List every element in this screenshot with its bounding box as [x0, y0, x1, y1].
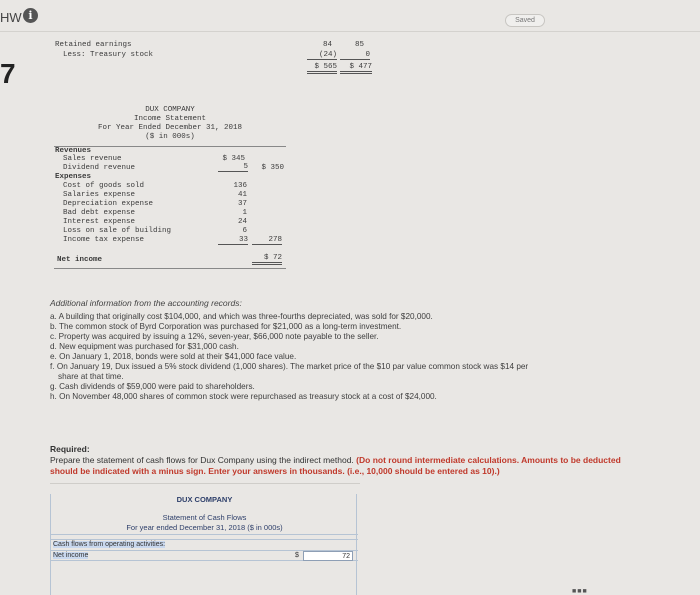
is-line-label: Cost of goods sold	[63, 182, 145, 190]
required-instructions	[50, 455, 650, 476]
additional-info-item: c. Property was acquired by issuing a 12%, seven-year, $66,000 note payable to the seller.	[50, 332, 379, 341]
is-company: DUX COMPANY	[145, 106, 195, 114]
balance-value-85: 0	[340, 51, 370, 60]
is-expenses-label: Expenses	[55, 173, 92, 181]
is-line-col1: 6	[242, 227, 247, 235]
additional-info-item: g. Cash dividends of $59,000 were paid to shareholders.	[50, 382, 255, 391]
is-net-income-label: Net income	[57, 256, 103, 264]
is-line-label: Income tax expense	[63, 236, 145, 244]
assignment-label: HW	[0, 10, 22, 25]
required-text-plain: Prepare the statement of cash flows for Dux Company using the indirect method.	[50, 455, 354, 465]
is-line-label: Sales revenue	[63, 155, 122, 163]
is-line-label: Loss on sale of building	[63, 227, 172, 235]
is-line-col1: 5	[218, 163, 248, 172]
balance-value-84: 84	[322, 41, 332, 49]
cf-title: Statement of Cash Flows	[162, 513, 247, 522]
is-line-col1: 37	[237, 200, 247, 208]
scroll-indicator: ■■■	[572, 588, 588, 595]
required-text-bold: (Do not round intermediate calculations. Amounts to be deducted should be indicated with a minus sign. Enter your answers in thousands. (i.e., 10,000 should be entered as 10).)	[50, 455, 621, 476]
balance-total-84: $ 565	[307, 63, 337, 74]
cf-net-income-input[interactable]	[303, 551, 353, 561]
is-line-col1: 1	[242, 209, 247, 217]
additional-info-item: f. On January 19, Dux issued a 5% stock dividend (1,000 shares). The market price of the $10 par value common stock was $14 per	[50, 362, 529, 371]
additional-info-item: d. New equipment was purchased for $31,000 cash.	[50, 342, 239, 351]
cf-period: For year ended December 31, 2018 ($ in 000s)	[51, 523, 358, 535]
additional-info-item: share at that time.	[58, 372, 124, 381]
is-net-income-value: $ 72	[252, 254, 282, 265]
is-line-label: Depreciation expense	[63, 200, 154, 208]
additional-info-title: Additional information from the accounting records:	[50, 298, 242, 308]
saved-status-badge: Saved	[505, 14, 545, 27]
is-line-col1: 24	[237, 218, 247, 226]
cf-net-income-label[interactable]: Net income	[53, 552, 89, 559]
is-title: Income Statement	[133, 115, 206, 123]
is-line-label: Bad debt expense	[63, 209, 136, 217]
balance-row-label: Less: Treasury stock	[63, 51, 154, 59]
balance-total-85: $ 477	[340, 63, 372, 74]
is-line-col2: $ 350	[261, 164, 284, 172]
info-icon[interactable]: i	[23, 8, 38, 23]
top-bar	[0, 0, 700, 32]
is-revenues-label: Revenues	[55, 147, 92, 155]
question-number: 7	[0, 58, 16, 89]
is-units: ($ in 000s)	[145, 133, 195, 141]
divider	[50, 483, 360, 484]
additional-info-item: a. A building that originally cost $104,000, and which was three-fourths depreciated, was sold for $20,000.	[50, 312, 433, 321]
cf-company: DUX COMPANY	[176, 495, 233, 504]
is-line-col2: 278	[252, 236, 282, 245]
is-line-col1: 41	[237, 191, 247, 199]
additional-info-item: b. The common stock of Byrd Corporation was purchased for $21,000 as a long-term investment.	[50, 322, 402, 331]
additional-info-item: h. On November 48,000 shares of common stock were repurchased as treasury stock at a cost of $24,000.	[50, 392, 437, 401]
is-line-label: Interest expense	[63, 218, 136, 226]
cf-row-section	[51, 539, 358, 550]
balance-value-84: (24)	[307, 51, 337, 60]
is-line-col1: 33	[218, 236, 248, 245]
is-line-label: Salaries expense	[63, 191, 136, 199]
is-period: For Year Ended December 31, 2018	[97, 124, 243, 132]
cf-section-label: Cash flows from operating activities:	[53, 541, 166, 548]
cf-dollar-sign: $	[295, 552, 299, 559]
balance-value-85: 85	[354, 41, 364, 49]
is-line-label: Dividend revenue	[63, 164, 136, 172]
required-title: Required:	[50, 444, 90, 454]
additional-info-item: e. On January 1, 2018, bonds were sold at their $41,000 face value.	[50, 352, 297, 361]
is-line-col1: 136	[233, 182, 247, 190]
cf-row-net-income	[51, 550, 358, 561]
cash-flow-statement	[50, 494, 357, 595]
is-line-col1: $ 345	[222, 155, 245, 163]
balance-row-label: Retained earnings	[55, 41, 132, 49]
